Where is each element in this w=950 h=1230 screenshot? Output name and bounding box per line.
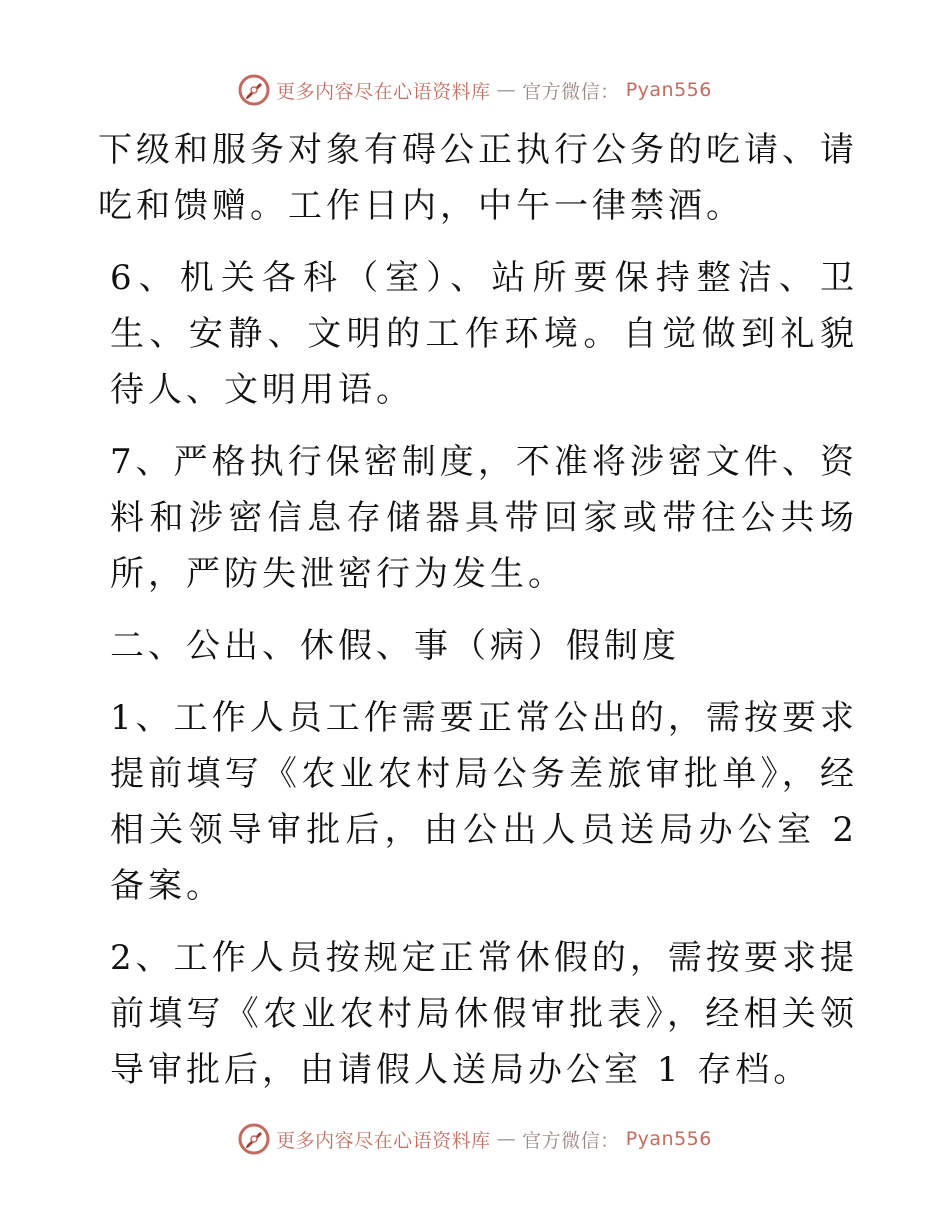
watermark-dash: —: [496, 79, 517, 101]
paragraph-3: 7、严格执行保密制度，不准将涉密文件、资料和涉密信息存储器具带回家或带往公共场所，严防失泄密行为发生。: [110, 442, 858, 594]
section-heading: 二、公出、休假、事（病）假制度: [110, 626, 680, 666]
paragraph-4: 1、工作人员工作需要正常公出的，需按要求提前填写《农业农村局公务差旅审批单》，经相关领导审批后，由公出人员送局办公室 2 备案。: [110, 698, 858, 906]
footer-watermark: [0, 1119, 950, 1159]
watermark-slogan: 更多内容尽在心语资料库: [276, 80, 491, 103]
watermark-wechat-label: 官方微信：: [522, 80, 620, 103]
quill-logo-icon: [238, 74, 270, 106]
watermark-wechat-id: Pyan556: [625, 79, 712, 101]
paragraph-2: 6、机关各科（室）、站所要保持整洁、卫生、安静、文明的工作环境。自觉做到礼貌待人、文明用语。: [110, 258, 858, 410]
quill-logo-icon: [238, 1123, 270, 1155]
paragraph-1: 下级和服务对象有碍公正执行公务的吃请、请吃和馈赠。工作日内，中午一律禁酒。: [98, 130, 858, 226]
watermark-wechat-label: 官方微信：: [522, 1129, 620, 1152]
watermark-dash: —: [496, 1128, 517, 1150]
document-body: [98, 122, 858, 1114]
paragraph-5: 2、工作人员按规定正常休假的，需按要求提前填写《农业农村局休假审批表》，经相关领导审批后，由请假人送局办公室 1 存档。: [110, 938, 858, 1090]
watermark-slogan: 更多内容尽在心语资料库: [276, 1129, 491, 1152]
watermark-wechat-id: Pyan556: [625, 1128, 712, 1150]
header-watermark: [0, 70, 950, 110]
